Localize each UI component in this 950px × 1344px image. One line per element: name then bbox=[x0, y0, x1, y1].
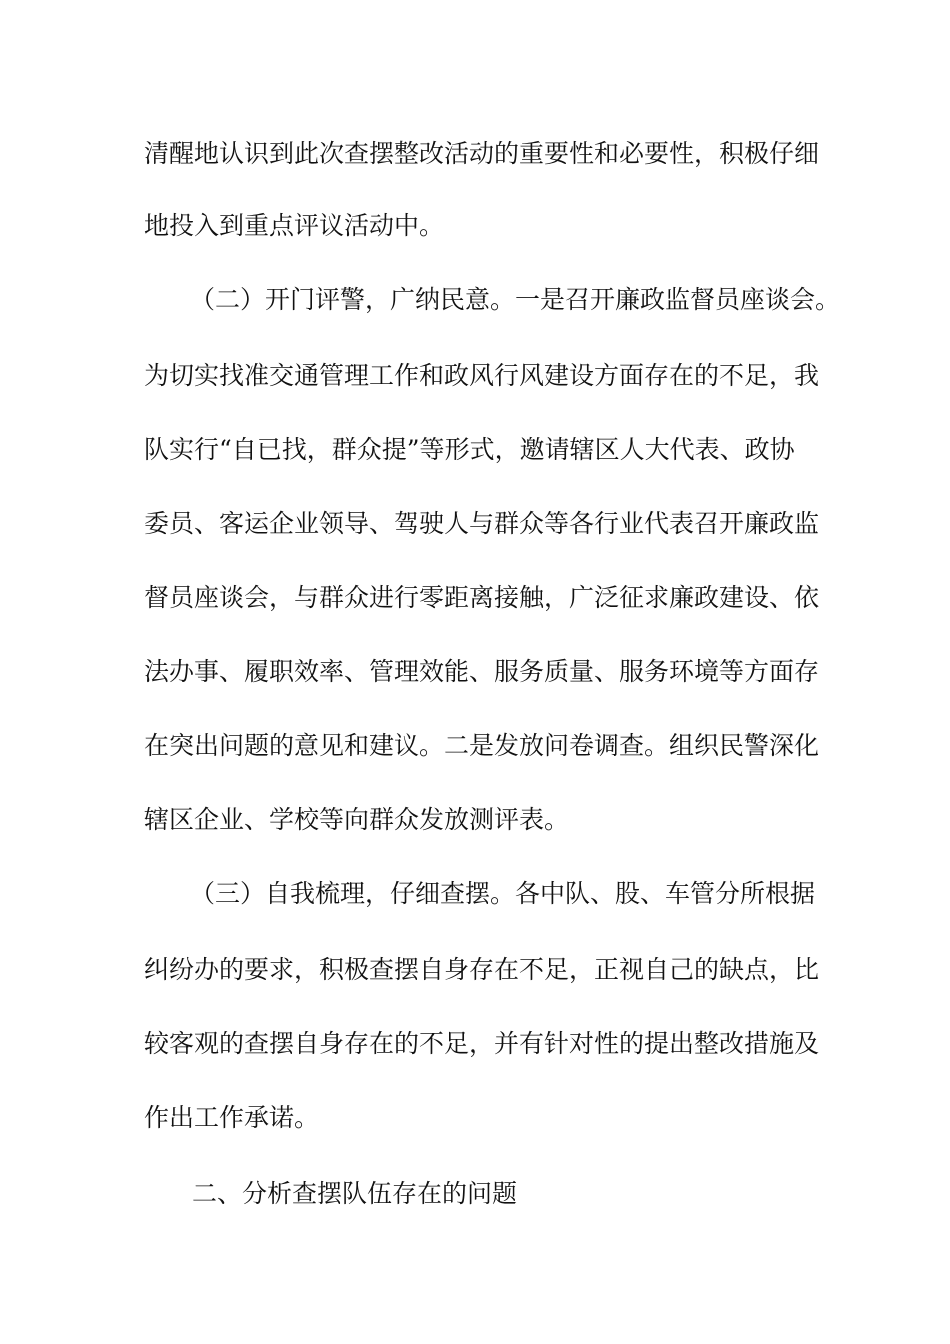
section-heading-3: （三）自我梳理，仔细查摆。各中队、股、车管分所根据 bbox=[190, 879, 816, 908]
section-heading-2: （二）开门评警，广纳民意。一是召开廉政监督员座谈会。 bbox=[190, 285, 841, 314]
chapter-heading: 二、分析查摆队伍存在的问题 bbox=[192, 1179, 518, 1208]
paragraph-line: 队实行“自已找，群众提”等形式，邀请辖区人大代表、政协 bbox=[144, 435, 795, 464]
paragraph-line: 纠纷办的要求，积极查摆自身存在不足，正视自己的缺点，比 bbox=[144, 955, 820, 984]
paragraph-line: 为切实找准交通管理工作和政风行风建设方面存在的不足，我 bbox=[144, 361, 820, 390]
paragraph-line: 作出工作承诺。 bbox=[144, 1103, 320, 1132]
paragraph-line: 清醒地认识到此次查摆整改活动的重要性和必要性，积极仔细 bbox=[144, 139, 820, 168]
paragraph-line: 委员、客运企业领导、驾驶人与群众等各行业代表召开廉政监 bbox=[144, 509, 820, 538]
paragraph-line: 地投入到重点评议活动中。 bbox=[144, 211, 445, 240]
paragraph-line: 在突出问题的意见和建议。二是发放问卷调查。组织民警深化 bbox=[144, 731, 820, 760]
paragraph-line: 较客观的查摆自身存在的不足，并有针对性的提出整改措施及 bbox=[144, 1029, 820, 1058]
paragraph-line: 法办事、履职效率、管理效能、服务质量、服务环境等方面存 bbox=[144, 657, 820, 686]
paragraph-line: 督员座谈会，与群众进行零距离接触，广泛征求廉政建设、依 bbox=[144, 583, 820, 612]
paragraph-line: 辖区企业、学校等向群众发放测评表。 bbox=[144, 805, 570, 834]
